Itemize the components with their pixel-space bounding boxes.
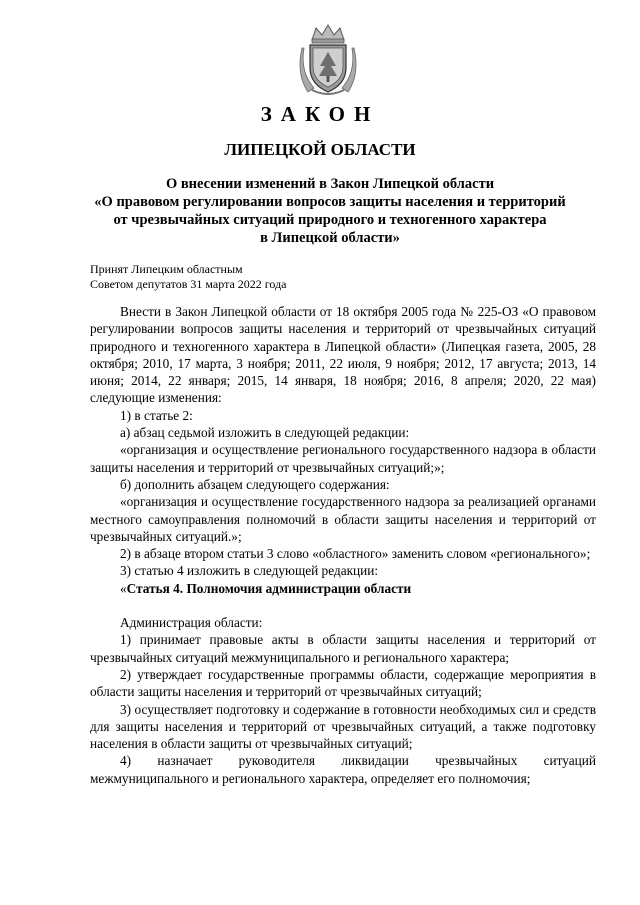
coat-of-arms-icon <box>298 22 358 96</box>
law-title-line: от чрезвычайных ситуаций природного и техногенного характера <box>113 212 547 228</box>
law-body <box>90 303 596 787</box>
body-paragraph: а) абзац седьмой изложить в следующей редакции: <box>120 425 410 441</box>
body-paragraph: 3) статью 4 изложить в следующей редакции: <box>120 563 379 579</box>
body-paragraph: Внести в Закон Липецкой области от 18 октября 2005 года № 225-ОЗ «О правовом регулировании вопросов защиты населения и территорий от чрезвычайных ситуаций природного и техногенного характера в Липецкой области» (Липецкая газета, 2005, 28 октября; 2010, 17 марта, 3 ноября; 2011, 22 июля, 9 ноября; 2012, 17 августа; 2013, 14 июня; 2014, 22 января; 2015, 14 января, 18 ноября; 2016, 8 апреля; 2020, 22 мая) следующие изменения: <box>90 304 596 406</box>
law-title-line: в Липецкой области» <box>260 230 400 246</box>
law-title <box>60 175 600 247</box>
body-paragraph: 4) назначает руководителя ликвидации чрезвычайных ситуаций межмуниципального и регионального характера, определяет его полномочия; <box>90 753 596 786</box>
body-paragraph: Администрация области: <box>120 615 263 631</box>
spacer <box>90 597 596 614</box>
law-title-line: «О правовом регулировании вопросов защиты населения и территорий <box>94 194 566 210</box>
body-paragraph: «организация и осуществление государственного надзора за реализацией органами местного самоуправления полномочий в области защиты населения и территорий от чрезвычайных ситуаций.»; <box>90 494 596 544</box>
article-title: Статья 4. Полномочия администрации области <box>126 580 412 596</box>
adoption-note <box>90 262 287 292</box>
body-paragraph: 2) утверждает государственные программы области, содержащие мероприятия в области защиты населения и территорий от чрезвычайных ситуаций; <box>90 666 596 700</box>
adoption-line: Принят Липецким областным <box>90 262 243 276</box>
body-paragraph: 1) в статье 2: <box>120 407 193 423</box>
body-paragraph: 3) осуществляет подготовку и содержание в готовности необходимых сил и средств для защиты населения и территорий от чрезвычайных ситуаций, а также подготовку населения в области защиты от чрезвычайных ситуаций; <box>90 701 596 752</box>
quote-mark: « <box>120 580 127 596</box>
article-heading <box>90 580 596 597</box>
body-paragraph: б) дополнить абзацем следующего содержания: <box>120 476 390 492</box>
body-paragraph: 2) в абзаце втором статьи 3 слово «областного» заменить словом «регионального»; <box>120 546 591 562</box>
body-paragraph: 1) принимает правовые акты в области защиты населения и территорий от чрезвычайных ситуаций межмуниципального и регионального характера; <box>90 632 596 665</box>
region-heading: ЛИПЕЦКОЙ ОБЛАСТИ <box>224 140 416 159</box>
body-paragraph: «организация и осуществление регионального государственного надзора в области защиты населения и территорий от чрезвычайных ситуаций;»; <box>90 442 596 475</box>
law-heading: ЗАКОН <box>260 102 380 126</box>
adoption-line: Советом депутатов 31 марта 2022 года <box>90 277 287 291</box>
law-title-line: О внесении изменений в Закон Липецкой области <box>165 176 495 192</box>
